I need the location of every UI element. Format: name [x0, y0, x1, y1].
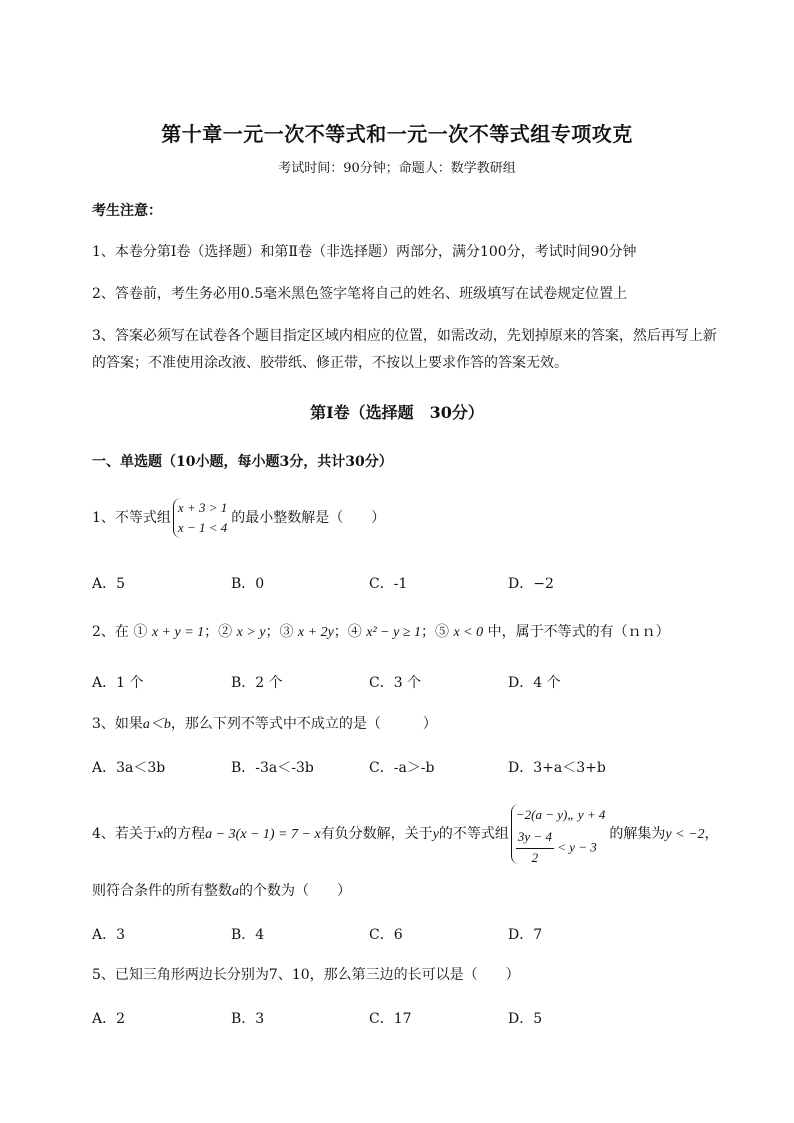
question-1-suffix: 的最小整数解是（ ）	[231, 510, 386, 526]
question-3-suffix: ，那么下列不等式中不成立的是（ ）	[170, 716, 437, 732]
question-3	[92, 713, 437, 733]
option-b[interactable]: B．0	[231, 576, 265, 592]
option-c[interactable]: C．-a＞-b	[369, 760, 435, 776]
option-b[interactable]: B．-3a＜-3b	[231, 760, 314, 776]
question-3-prefix: 3、如果	[92, 716, 143, 732]
fraction-numerator: 3y − 4	[516, 828, 554, 849]
option-b[interactable]: B．3	[231, 1011, 265, 1027]
separator: ；⑤	[421, 624, 450, 640]
notice-item: 2、答卷前，考生务必用0.5毫米黑色签字笔将自己的姓名、班级填写在试卷规定位置上	[92, 286, 628, 302]
fraction-denominator: 2	[531, 850, 539, 865]
notice-item: 3、答案必须写在试卷各个题目指定区域内相应的位置，如需改动，先划掉原来的答案，然后再写上新	[92, 328, 717, 344]
question-2-prefix: 2、在 ①	[92, 624, 148, 640]
option-c[interactable]: C．-1	[369, 576, 408, 592]
question-4-text: ，	[704, 826, 719, 842]
expression-3: x + 2y	[297, 625, 334, 640]
option-c[interactable]: C．17	[369, 1011, 412, 1027]
separator: ；②	[204, 624, 233, 640]
system-line-1: −2(a − y)„ y + 4	[515, 807, 606, 822]
option-a[interactable]: A．5	[92, 576, 126, 592]
expression-1: x + y = 1	[151, 625, 205, 640]
system-line-2: x − 1 < 4	[177, 520, 228, 535]
option-c[interactable]: C．3 个	[369, 675, 422, 691]
option-b[interactable]: B．4	[231, 927, 265, 943]
option-a[interactable]: A．3a＜3b	[92, 760, 166, 776]
part-heading: 一、单选题（10小题，每小题3分，共计30分）	[92, 454, 393, 470]
question-4-text: 的解集为	[609, 826, 666, 842]
document-subtitle: 考试时间：90分钟；命题人：数学教研组	[278, 161, 516, 176]
question-2-suffix: 中，属于不等式的有（ｎｎ）	[487, 624, 670, 640]
question-4	[92, 804, 719, 864]
fraction	[516, 828, 554, 869]
question-4-text: 4、若关于	[92, 826, 157, 842]
option-d[interactable]: D．−2	[508, 576, 554, 592]
system-line-1: x + 3 > 1	[177, 500, 228, 515]
option-b[interactable]: B．2 个	[231, 675, 283, 691]
variable-x: x	[156, 827, 164, 842]
expression-5: x < 0	[453, 625, 484, 640]
notice-heading: 考生注意：	[92, 203, 162, 219]
option-d[interactable]: D．5	[508, 1011, 543, 1027]
notice-item: 1、本卷分第I卷（选择题）和第Ⅱ卷（非选择题）两部分，满分100分，考试时间90分钟	[92, 244, 637, 260]
option-a[interactable]: A．2	[92, 1011, 126, 1027]
option-d[interactable]: D．7	[508, 927, 543, 943]
question-1	[92, 498, 385, 538]
system-line-2-rest: < y − 3	[557, 839, 597, 855]
question-4-text: 的不等式组	[438, 826, 509, 842]
expression-4: x² − y ≥ 1	[366, 625, 422, 640]
variable-y: y	[432, 827, 439, 842]
option-d[interactable]: D．3+a＜3+b	[508, 760, 606, 776]
option-a[interactable]: A．3	[92, 927, 126, 943]
expression-2: x > y	[236, 625, 266, 640]
option-d[interactable]: D．4 个	[508, 675, 561, 691]
question-2	[92, 621, 670, 641]
equation: a − 3(x − 1) = 7 − x	[205, 827, 321, 842]
question-4-text: 则符合条件的所有整数	[92, 883, 232, 899]
variable-a: a	[232, 884, 239, 899]
question-4-line-2	[92, 880, 351, 900]
question-5: 5、已知三角形两边长分别为7、10，那么第三边的长可以是（ ）	[92, 967, 520, 983]
question-4-text: 有负分数解，关于	[320, 826, 433, 842]
question-4-text: 的个数为（ ）	[239, 883, 351, 899]
document-title: 第十章一元一次不等式和一元一次不等式组专项攻克	[161, 122, 633, 146]
inequality-system	[173, 498, 229, 538]
option-c[interactable]: C．6	[369, 927, 403, 943]
option-a[interactable]: A．1 个	[92, 675, 144, 691]
section-title: 第I卷（选择题 30分）	[310, 403, 484, 422]
question-4-text: 的方程	[163, 826, 206, 842]
system-line-2	[516, 828, 606, 864]
question-1-prefix: 1、不等式组	[92, 510, 171, 526]
separator: ；③	[265, 624, 294, 640]
separator: ；④	[333, 624, 362, 640]
solution-set: y < −2	[665, 827, 705, 842]
notice-item: 的答案；不准使用涂改液、胶带纸、修正带，不按以上要求作答的答案无效。	[92, 355, 568, 371]
condition: a＜b	[142, 717, 171, 732]
inequality-system	[511, 804, 608, 864]
